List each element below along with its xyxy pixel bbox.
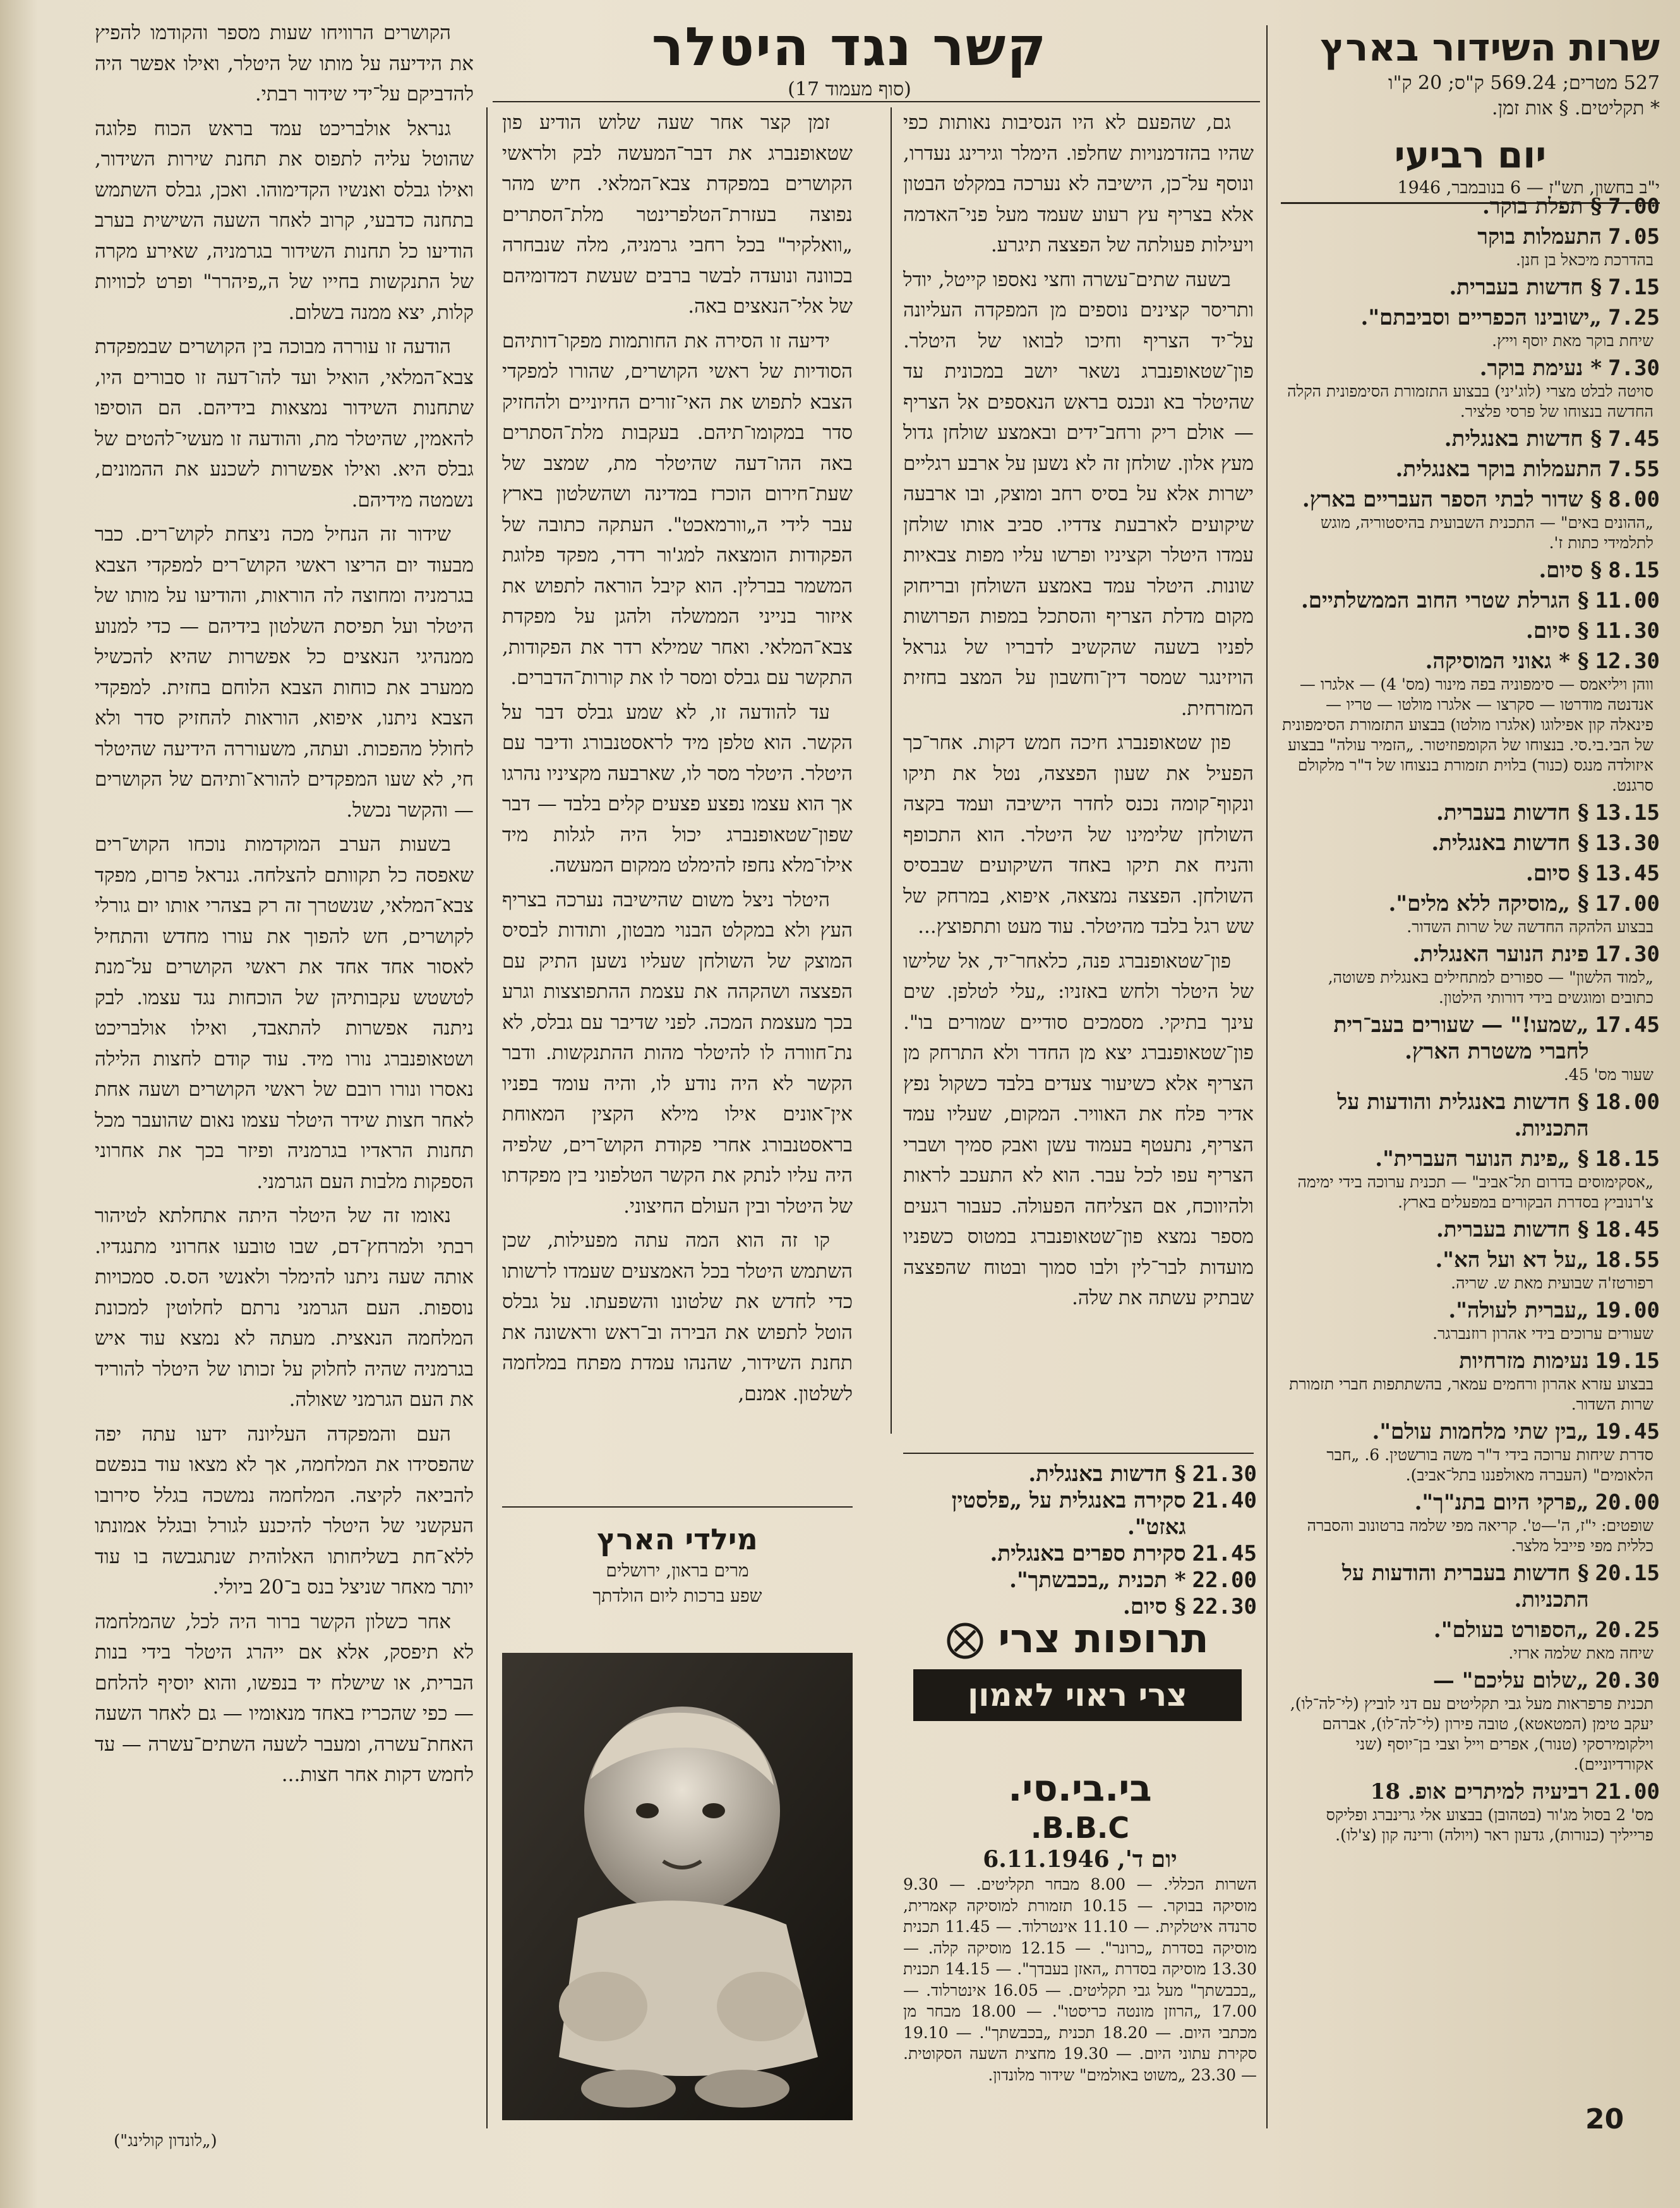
program-name: § סיום. (1526, 618, 1589, 644)
program-item (1281, 557, 1660, 584)
program-item (1281, 800, 1660, 826)
program-name: התעמלות בוקר (1477, 224, 1602, 249)
program-note: ווהן ויליאמס — סימפוניה בפה מינור (מס' 4) — אלגרו — אנדנטה מודרטו — סקרצו — אלגרו מולטו — טריו — פינאלה קון אפילוגו (אלגרו מולטו) בבצוע התזמורת הסימפונית של הבי.בי.סי. בנצוחו של הקומפוזיטור. „הזמיר עולה" בבצוע איזולדה מנגס (כנור) בלוית תזמורת בנצוחו של ד"ר מלקולם סרגנט. (1281, 675, 1653, 795)
program-name: „הספורט בעולם". (1433, 1617, 1589, 1643)
article-column-1 (903, 107, 1254, 1434)
program-item (1281, 1146, 1660, 1172)
program-time: 18.00 (1595, 1089, 1660, 1115)
program-time: 20.30 (1595, 1668, 1660, 1693)
program-item (1281, 587, 1660, 614)
program-name: § חדשות באנגלית והודעות על התכניות. (1337, 1089, 1589, 1141)
program-name: „עברית לעולה". (1448, 1298, 1589, 1323)
program-time: 7.00 (1608, 194, 1660, 219)
program-time: 18.45 (1595, 1217, 1660, 1242)
program-item (1281, 486, 1660, 513)
article-paragraph: היטלר ניצל משום שהישיבה נערכה בצריף העץ ולא במקלט הבנוי מבטון, ותודות לבסיס המוצק של השולחן שעליו נשען התיק עם הפצצה ושהקהה את עצמת ההתפוצצות וגרע בכך מעצמת המכה. לפני שדיבר עם גבלס, לא נת־חוורה לו להיטלר מהות ההתנקשות. ודבר הקשר לא היה נודע לו, והיה עומד בפניו אין־אונים אילו מילא הקצין המאוחת בראסטנבורג אחרי פקודת הקוש־רים, שלפיה היה עליו לנתק את הקשר הטלפוני בין מפקדתו של היטלר ובין העולם החיצוני. (502, 888, 853, 1218)
program-note: „למוד הלשון" — ספורים למתחילים באנגלית פשוטה, כתובים ומוגשים בידי דורותי הילטון. (1328, 968, 1653, 1007)
article-paragraph: הודעה זו עוררה מבוכה בין הקושרים שבמפקדת צבא־המלאי, הואיל ועד להו־דעה זו סבורים היו, שתחנות השידור נמצאות בידיהם. הם הוסיפו להאמין, שהיטלר מת, והודעה זו מעשי־להטים של גבלס היא. ואילו אפשרות לשכנע את ההמונים, נשמטה מידיהם. (95, 335, 474, 512)
program-name: פינת הנוער האנגלית. (1412, 942, 1589, 967)
program-note: מס' 2 בסול מג'ור (בטהובן) בבצוע אלי גרינברג ופליקס פרייליך (כנורות), גדעון ראר (ויולה) ורינה קון (צ'לו). (1326, 1806, 1653, 1844)
program-time: 18.15 (1595, 1146, 1660, 1172)
evening-program-name: § חדשות באנגלית. (1028, 1461, 1186, 1487)
evening-program-time: 21.45 (1192, 1541, 1257, 1566)
births-box (502, 1506, 853, 2125)
article-paragraph: פון־שטאופנברג פנה, כלאחר־יד, אל שלישו של היטלר ולחש באזניו: „עלי לטלפן. שים עינך בתיקי. מסמכים סודיים שמורים בו". פון־שטאופנברג יצא מן החדר ולא התרחק מן הצריף אלא כשיעור צעדים בלבד כשקול נפץ אדיר פלח את האוויר. המקום, שעליו עמד הצריף, נתעטף בעמוד עשן ואבק סמיך ושברי הצריף עפו לכל עבר. הוא לא התעכב לראות ולהיווכח, אם הצליחה הפעולה. כעבור רגעים מספר נמצא פון־שטאופנברג במטוס כשפניו מועדות לבר־לין ולבו סמוך ובטוח שהפצצה שבתיק עשתה את שלה. (903, 949, 1254, 1309)
article-paragraph: נאומו זה של היטלר היתה אתחלתא לטיהור רבתי ולמרחץ־דם, שבו טובעו אחרוני מתנגדיו. אותה שעה ניתנו להימלר ולאנשי הס.ס. סמכויות נוספות. העם הגרמני נרתם לחלוטין למכונת המלחמה הנאצית. מעתה לא נמצא עוד איש בגרמניה שהיה לחלוק על זכותו של היטלר להוריד את העם הגרמני שאולה. (95, 1204, 474, 1411)
program-name: § חדשות בעברית. (1449, 275, 1602, 300)
program-item (1281, 1247, 1660, 1273)
program-time: 7.30 (1608, 356, 1660, 381)
program-item (1281, 1089, 1660, 1142)
program-item (1281, 304, 1660, 331)
program-name: § הגרלת שטרי החוב הממשלתיים. (1300, 588, 1589, 613)
evening-program-list (903, 1461, 1257, 1620)
program-note: שיחת בוקר מאת יוסף וייץ. (1492, 332, 1653, 350)
program-name: „על דא ועל הא". (1435, 1247, 1589, 1273)
bbc-schedule (903, 1765, 1257, 2119)
program-name: § * גאוני המוסיקה. (1425, 649, 1589, 674)
schedule-day: יום רביעי (1394, 133, 1547, 176)
births-name: מרים בראון, ירושלים (606, 1560, 749, 1581)
headline-continuation: (סוף מעמוד 17) (788, 78, 911, 100)
program-item (1281, 1489, 1660, 1516)
section-rule (903, 1453, 1254, 1454)
program-time: 19.45 (1595, 1419, 1660, 1444)
program-item (1281, 1617, 1660, 1643)
bbc-title-row (903, 1765, 1257, 1845)
evening-program-item (903, 1567, 1257, 1593)
program-item (1281, 1560, 1660, 1613)
program-item (1281, 648, 1660, 675)
evening-program-time: 22.30 (1192, 1594, 1257, 1619)
evening-program-name: סקירה באנגלית על „פלסטין גאזט". (951, 1488, 1186, 1540)
article-paragraph: הקושרים הרוויחו שעות מספר והקודמו להפיץ את הידיעה על מותו של היטלר, ואילו אפשר היה להדביקם על־ידי שידור רבתי. (95, 21, 474, 105)
program-item (1281, 1419, 1660, 1445)
program-note: „אסקימוסים בדרום תל־אביב" — תכנית ערוכה בידי ימימה צ'רנוביץ בסדרת הבקורים במפעלים בארץ. (1297, 1173, 1653, 1211)
column-divider (486, 107, 488, 2128)
program-note: שעורים ערוכים בידי אהרון רוזנברגר. (1432, 1324, 1653, 1343)
article-paragraph: גנראל אולבריכט עמד בראש הכוח פלוגה שהוטל עליה לתפוס את תחנת שירות השידור, ואילו גבלס ואנשיו הקדימוהו. ואכן, גבלס השתמש בתחנה כדבעי, קרוב לאחר השעה השישית בערב הודיעו כל תחנות השידור בגרמניה, שאירע מקרה של התנקשות בחייו של ה„פיהרר" ופרט לכוויות קלות, יצא ממנה בשלום. (95, 117, 474, 324)
program-time: 13.30 (1595, 831, 1660, 856)
ad-slogan: צרי ראוי לאמון (913, 1669, 1242, 1721)
ad-brand: תרופות צרי (998, 1616, 1209, 1662)
schedule-legend: * תקליטים. § אות זמן. (1492, 97, 1660, 119)
births-title: מילדי הארץ (597, 1522, 758, 1556)
program-name: § חדשות בעברית. (1436, 800, 1589, 825)
program-time: 11.00 (1595, 588, 1660, 613)
article-paragraph: שידור זה הנחיל מכה ניצחת לקוש־רים. כבר מבעוד יום הריצו ראשי הקוש־רים למפקדי הצבא בגרמניה ומחוצה לה הוראות, והודיעו על מותו של היטלר ועל תפיסת השלטון בידיהם — כדי למנוע ממנהיגי הנאצים כל אפשרות שהיא להכשיל ממערב את כוחות הצבא הלוחם בחזית. למפקדי הצבא ניתנו, איפוא, הוראות להחזיק סדר ולא לחולל מהפכות. ועתה, משעוררה הידיעה שהיטלר חי, לא שעו המפקדים להורא־ותיהם של הקושרים — והקשר נכשל. (95, 523, 474, 822)
program-time: 11.30 (1595, 618, 1660, 644)
article-paragraph: פון שטאופנברג חיכה חמש דקות. אחר־כך הפעיל את שעון הפצצה, נטל את תיקו ונקוף־קומה נכנס לחדר הישיבה ועמד בקצה השולחן שלימינו של היטלר. הוא התכופף והניח את תיקו באחד השיקועים שבבסיס השולחן. הפצצה נמצאה, איפוא, במרחק של שש רגל בלבד מהיטלר. עוד מעט ותתפוצץ... (903, 731, 1254, 938)
baby-photo (502, 1653, 853, 2120)
program-item (1281, 426, 1660, 452)
program-name: § חדשות בעברית. (1436, 1217, 1589, 1242)
program-item (1281, 274, 1660, 301)
program-item (1281, 941, 1660, 968)
program-name: נעימות מזרחיות (1459, 1348, 1589, 1374)
article-credit: („לונדון קולינג") (114, 2132, 217, 2151)
program-item (1281, 1297, 1660, 1324)
program-name: התעמלות בוקר באנגלית. (1395, 457, 1602, 482)
program-name: § סיום. (1539, 558, 1602, 583)
program-time: 20.25 (1595, 1617, 1660, 1643)
program-name: § שדור לבתי הספר העבריים בארץ. (1302, 487, 1602, 512)
program-name: „בין שתי מלחמות עולם". (1372, 1419, 1589, 1444)
schedule-header (1281, 25, 1660, 204)
program-note: בבצוע הלהקה החדשה של שרות השדור. (1407, 918, 1653, 936)
schedule-date: י"ב בחשון, תש"ז — 6 בנובמבר, 1946 (1281, 177, 1660, 204)
program-name: „שמעו!" — שעורים בעב־רית לחברי משטרת הארץ. (1333, 1012, 1589, 1064)
program-time: 13.15 (1595, 800, 1660, 825)
program-note: בבצוע עזרא אהרון ורחמים עמאר, בהשתתפות חברי תזמורת שרות השדור. (1289, 1375, 1653, 1413)
box-rule (502, 1506, 853, 1508)
program-item (1281, 891, 1660, 917)
program-item (1281, 1012, 1660, 1065)
program-time: 21.00 (1595, 1779, 1660, 1804)
program-item (1281, 1348, 1660, 1374)
evening-program-time: 21.40 (1192, 1488, 1257, 1513)
program-name: § סיום. (1526, 861, 1589, 886)
program-item (1281, 1667, 1660, 1694)
program-time: 17.45 (1595, 1012, 1660, 1038)
program-item (1281, 618, 1660, 644)
program-name: „שלום עליכם" — (1432, 1668, 1589, 1693)
evening-program-time: 21.30 (1192, 1461, 1257, 1487)
article-paragraph: אחר כשלון הקשר ברור היה לכל, שהמלחמה לא תיפסק, אלא אם ייהרג היטלר בידי בנות הברית, או שישלח יד בנפשו, והוא יוסיף להלחם — כפי שהכריז באחד מנאומיו — גם לאחר השעה האחת־עשרה, ומעבר לשעה השתים־עשרה — עד לחמש דקות אחר חצות... (95, 1610, 474, 1786)
program-item (1281, 355, 1660, 381)
article-column-3 (95, 18, 474, 2124)
article-paragraph: זמן קצר אחר שעה שלוש הודיע פון שטאופנברג את דבר־המעשה לבק ולראשי הקושרים במפקדת צבא־המלאי. חיש מהר נפוצה בעזרת־הטלפרינטר מלת־הסתרים „וואלקיר" בכל רחבי גרמניה, מלה שנבחרה בכוונה ונועדה לבשר ברבים שעשת דמדומיהם של אלי־הנאצים באה. (502, 111, 853, 318)
baby-photo-illustration (502, 1653, 853, 2120)
bbc-title-english: B.B.C. (1030, 1811, 1130, 1845)
column-divider (1266, 25, 1268, 2128)
bbc-text: השרות הכללי. — 8.00 מבחר תקליטים. — 9.30 מוסיקה בבוקר. — 10.15 תזמורת למוסיקה קאמרית, סרנדה איטלקית. — 11.10 אינטרלוד. — 11.45 תכנית מוסיקה בסדרת „כרונר". — 12.15 מוסיקה קלה. — 13.30 מוסיקה בסדרת „האזן בעבדך". — 14.15 תכנית „בכבשתך" מעל גבי תקליטים. — 16.05 אינטרלוד. — 17.00 „הרוזן מונטה כריסטו". — 18.00 מבחר מן מכתבי היום. — 18.20 תכנית „בכבשתך". — 19.10 סקירת עתוני היום. — 19.30 מחצית השעה הסקוטית. — 23.30 „משוט באולמים" שידור מלונדון. (903, 1875, 1257, 2084)
ad-logo-icon (946, 1622, 984, 1660)
bbc-date: יום ד', 6.11.1946 (983, 1846, 1177, 1873)
program-name: § תפלת בוקר. (1482, 194, 1602, 219)
article-headline (644, 16, 1055, 102)
program-time: 8.15 (1608, 558, 1660, 583)
schedule-title: שרות השידור בארץ (1320, 26, 1660, 70)
program-item (1281, 830, 1660, 856)
program-item (1281, 1216, 1660, 1243)
article-paragraph: בשעה שתים־עשרה וחצי נאספו קייטל, יודל ותריסר קצינים נוספים מן המפקדה העליונה על־יד הצריף וחיכו לבואו של היטלר. פון־שטאופנברג נשאר יושב במכונית עד שהיטלר בא ונכנס בראש הנאספים אל הצריף — אולם ריק ורחב־ידים ובאמצע שולחן גדול מעץ אלון. שולחן זה לא נשען על ארבע רגליים ישרות אלא על בסיס רחב ומוצק, ובו ארבעה שיקועים לארבעת צדדיו. סביב אותו שולחן עמדו היטלר וקציניו ופרשו עליו מפות צבאיות שונות. היטלר עמד באמצע השולחן ובריחוק מקום מדלת הצריף והסתכל במפות הפרושות לפניו בשעה שהקשיב לדבריו של גנראל הויזינגר שמסר דין־וחשבון על המצב בחזית המזרחית. (903, 268, 1254, 720)
program-name: § חדשות באנגלית. (1444, 426, 1602, 452)
program-note: שיחה מאת שלמה ארזי. (1508, 1644, 1653, 1662)
program-item (1281, 456, 1660, 483)
program-item (1281, 224, 1660, 250)
program-time: 20.15 (1595, 1561, 1660, 1586)
evening-program-name: סקירת ספרים באנגלית. (990, 1541, 1186, 1566)
headline-title: קשר נגד היטלר (651, 16, 1048, 78)
program-note: סויטה לבלט מצרי (לוג'יני) בבצוע התזמורת הסימפונית הקלה החדשה בנצוחו של פרסי פלציר. (1287, 382, 1653, 421)
program-item (1281, 193, 1660, 220)
program-time: 17.00 (1595, 891, 1660, 916)
article-paragraph: גם, שהפעם לא היו הנסיבות נאותות כפי שהיו בהזדמנויות שחלפו. הימלר וגירינג נעדרו, ונוסף על־כן, הישיבה לא נערכה במקלט הבטון אלא בצריף עץ רעוע שעמד מעל פני־האדמה ויעילות פעולתה של הפצצה תיגרע. (903, 111, 1254, 256)
evening-program-item (903, 1540, 1257, 1567)
program-time: 18.55 (1595, 1247, 1660, 1273)
program-time: 7.55 (1608, 457, 1660, 482)
bbc-title-hebrew: בי.בי.סי. (1008, 1767, 1152, 1809)
program-note: בהדרכת מיכאל בן חנן. (1516, 251, 1653, 269)
article-paragraph: עד להודעה זו, לא שמע גבלס דבר על הקשר. הוא טלפן מיד לראסטנבורג ודיבר עם היטלר. היטלר מסר לו, שארבעה מקציניו נהרגו אך הוא עצמו נפצע פצעים קלים בלבד — דבר שפון־שטאופנברג יכול היה לגלות מיד אילו־מלא נחפז להימלט ממקום המעשה. (502, 700, 853, 877)
program-time: 8.00 (1608, 487, 1660, 512)
pharmacy-ad (908, 1614, 1247, 1762)
article-column-2 (502, 107, 853, 1494)
program-list (1281, 189, 1660, 2135)
evening-program-name: * תכנית „בכבשתך". (1009, 1568, 1186, 1593)
article-paragraph: ידיעה זו הסירה את החותמות מפקו־דותיהם הסודיות של ראשי הקושרים, שהורו למפקדי הצבא לתפוש את האי־זורים החיוניים ולהחזיק סדר במקומו־תיהם. בעקבות מלת־הסתרים באה ההו־דעה שהיטלר מת, שמצב של שעת־חירום הוכרז במדינה ושהשלטון בארץ עבר לידי ה„וורמאכט". העתקה כתובה של הפקודות הומצאה למג'ור רדר, מפקד פלוגת המשמר בברלין. הוא קיבל הוראה לתפוש את איזור בנייני הממשלה ולהגן על מפקדת צבא־המלאי. ואחר שמילא רדר את הפקודות, התקשר עם גבלס ומסר לו את קורות־הדברים. (502, 329, 853, 689)
program-time: 12.30 (1595, 649, 1660, 674)
column-divider (891, 107, 892, 1434)
program-time: 13.45 (1595, 861, 1660, 886)
program-time: 20.00 (1595, 1490, 1660, 1515)
program-time: 19.15 (1595, 1348, 1660, 1374)
evening-program-time: 22.00 (1192, 1568, 1257, 1593)
program-note: תכנית פרפראות מעל גבי תקליטים עם דני לוביץ (לי־לה־לו), יעקב טימן (המטאטא), טובה פירון (לי־לה־לו), אברהם וילקומירסקי (טנור), אפרים וייל וצבי בן־יוסף (שני אקורדיוניים). (1290, 1695, 1653, 1773)
program-name: * נעימת בוקר. (1479, 356, 1602, 381)
program-name: § חדשות באנגלית. (1431, 831, 1589, 856)
article-paragraph: העם והמפקדה העליונה ידעו עתה יפה שהפסידו את המלחמה, אך לא מצאו עוד בנפשם להביאה לקיצה. המלחמה נמשכה בגלל סירובו העקשני של היטלר להיכנע לגורל ובגלל אמונתו ללא־חת בשליחותו האלוהית שנתגבשה בו עוד יותר מאחר שניצל בנס ב־20 ביולי. (95, 1422, 474, 1599)
program-time: 7.45 (1608, 426, 1660, 452)
program-note: רפורטז'ה שבועית מאת ש. שריה. (1451, 1274, 1653, 1292)
program-item (1281, 860, 1660, 887)
headline-rule (493, 101, 1260, 102)
program-name: רביעיה למיתרים אופ. 18 (1370, 1779, 1589, 1804)
program-time: 19.00 (1595, 1298, 1660, 1323)
program-note: „ההונים באים" — התכנית השבועית בהיסטוריה, מוגש לתלמידי כתות ז'. (1320, 513, 1653, 552)
program-name: § „מוסיקה ללא מלים". (1388, 891, 1589, 916)
program-time: 7.15 (1608, 275, 1660, 300)
program-note: סדרת שיחות ערוכה בידי ד"ר משה בורשטין. 6. „חבר הלאומים" (העברה מאולפננו בתל־אביב). (1326, 1446, 1653, 1484)
page-number: 20 (1585, 2103, 1624, 2135)
evening-program-name: § סיום. (1123, 1594, 1186, 1619)
program-time: 7.25 (1608, 305, 1660, 330)
article-paragraph: קו זה הוא המה עתה מפעילות, שכן השתמש היטלר בכל האמצעים שעמדו לרשותו כדי לחדש את שלטונו והשפעתו. על גבלס הוטל לתפוש את הבירה וב־ראש וראשונה את תחנת השידור, שהנהו עמדת מפתח במלחמה לשלטון. אמנם, (502, 1229, 853, 1405)
program-name: „ישובינו הכפריים וסביבתם". (1360, 305, 1602, 330)
program-note: שופטים: י"ז, ה'—ט'. קריאה מפי שלמה ברטונוב והסברה כללית מפי פייבל מלצר. (1307, 1516, 1653, 1555)
program-item (1281, 1779, 1660, 1805)
evening-program-item (903, 1461, 1257, 1487)
schedule-frequency: 527 מטרים; 569.24 ק"ס; 20 ק"ו (1388, 72, 1660, 94)
program-name: § חדשות בעברית והודעות על התכניות. (1342, 1561, 1589, 1612)
program-time: 17.30 (1595, 942, 1660, 967)
program-name: „פרקי היום בתנ"ך". (1414, 1490, 1589, 1515)
article-paragraph: בשעות הערב המוקדמות נוכחו הקוש־רים שאפסה כל תקוותם להצלחה. גנראל פרום, מפקד צבא־המלאי, שנשטרך זה רק בצהרי אותו יום גורלי לקושרים, חש להפוך את עורו מחדש והתחיל לאסור אחד אחד את ראשי הקושרים על־מנת לטשטש עקבותיהן של הוכחות נגד עצמו. לבק ניתנה אפשרות להתאבד, ואילו אולבריכט ושטאופנברג נורו מיד. עוד קודם לחצות הלילה נאסרו ונורו רובם של ראשי הקושרים ושעה אחת לאחר חצות שידר היטלר עצמו נאום שהועבר מכל תחנות הראדיו בגרמניה ופיזר בכך את אחרוני הספקות מלבות העם הגרמני. (95, 833, 474, 1193)
program-name: § „פינת הנוער העברית". (1375, 1146, 1589, 1172)
ad-brand-row (908, 1614, 1247, 1664)
evening-program-item (903, 1487, 1257, 1540)
births-caption: שפע ברכות ליום הולדתך (592, 1585, 762, 1606)
program-note: שעור מס' 45. (1563, 1065, 1653, 1084)
program-time: 7.05 (1608, 224, 1660, 249)
